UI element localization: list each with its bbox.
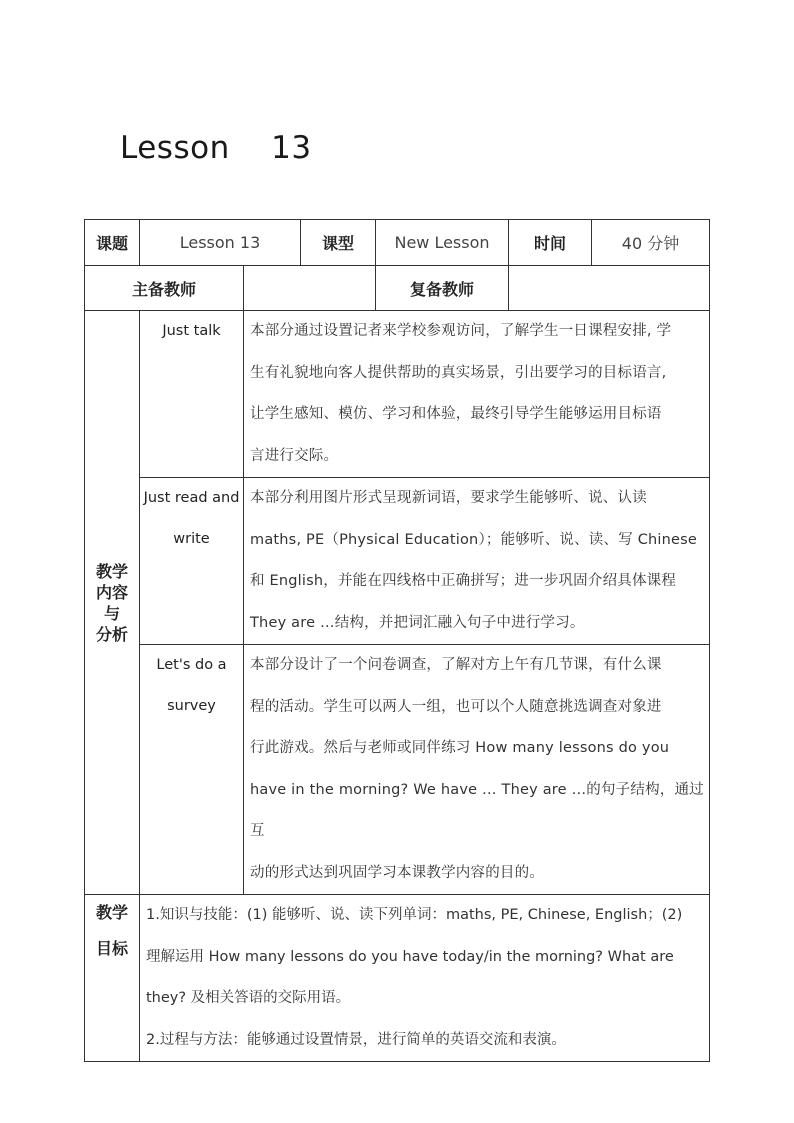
time-label: 时间 <box>509 220 592 266</box>
text-line: 程的活动。学生可以两人一组，也可以个人随意挑选调查对象进 <box>250 698 662 715</box>
text-line: They are …结构，并把词汇融入句子中进行学习。 <box>250 614 585 631</box>
text-line: 和 English，并能在四线格中正确拼写；进一步巩固介绍具体课程 <box>250 573 677 589</box>
lesson-plan-table <box>84 219 710 1062</box>
text-line: have in the morning? We have … They are …的句子结构，通过互 <box>250 781 704 839</box>
text-line: 行此游戏。然后与老师或同伴练习 How many lessons do you <box>250 740 670 756</box>
analysis-label-line: 与 <box>103 603 120 623</box>
analysis-row-read-write <box>85 478 710 645</box>
section-name-line: write <box>173 531 210 547</box>
review-teacher-label: 复备教师 <box>376 266 509 311</box>
section-name-line: Just talk <box>162 323 221 339</box>
text-line: 2.过程与方法：能够通过设置情景，进行简单的英语交流和表演。 <box>146 1031 566 1048</box>
type-label: 课型 <box>301 220 376 266</box>
review-teacher-value <box>509 266 710 311</box>
section-text-read-write <box>244 478 710 645</box>
text-line: 本部分设计了一个问卷调查，了解对方上午有几节课，有什么课 <box>250 657 662 673</box>
teacher-row <box>85 266 710 311</box>
type-value: New Lesson <box>376 220 509 266</box>
section-name-line: Let's do a <box>156 657 227 673</box>
text-line: 本部分通过设置记者来学校参观访问，了解学生一日课程安排, 学 <box>250 323 672 339</box>
analysis-label-line: 分析 <box>95 624 128 644</box>
topic-label: 课题 <box>85 220 140 266</box>
section-name-read-write <box>140 478 244 645</box>
analysis-label-line: 内容 <box>95 582 128 602</box>
analysis-row-survey <box>85 645 710 895</box>
text-line: 1.知识与技能：(1) 能够听、说、读下列单词：maths, PE, Chinese, English；(2) <box>146 907 683 923</box>
page-title: Lesson 13 <box>120 130 312 166</box>
text-line: 动的形式达到巩固学习本课教学内容的目的。 <box>250 864 544 881</box>
topic-value: Lesson 13 <box>140 220 301 266</box>
section-text-survey <box>244 645 710 895</box>
analysis-row-just-talk <box>85 311 710 478</box>
goals-label-line: 教学 <box>95 903 128 922</box>
analysis-label-line: 教学 <box>95 561 128 581</box>
section-name-line: Just read and <box>143 490 240 506</box>
goals-label-line: 目标 <box>95 939 128 958</box>
main-teacher-value <box>244 266 376 311</box>
main-teacher-label: 主备教师 <box>85 266 244 311</box>
section-name-survey <box>140 645 244 895</box>
goals-label <box>85 895 140 1062</box>
goals-text <box>140 895 710 1062</box>
text-line: 言进行交际。 <box>250 447 339 464</box>
text-line: maths, PE（Physical Education）；能够听、说、读、写 Chinese <box>250 531 698 548</box>
text-line: 让学生感知、模仿、学习和体验，最终引导学生能够运用目标语 <box>250 406 662 422</box>
text-line: they? 及相关答语的交际用语。 <box>146 990 351 1006</box>
section-name-just-talk <box>140 311 244 478</box>
section-text-just-talk <box>244 311 710 478</box>
text-line: 理解运用 How many lessons do you have today/in the morning? What are <box>146 948 674 965</box>
text-line: 本部分利用图片形式呈现新词语，要求学生能够听、说、认读 <box>250 490 647 506</box>
header-row <box>85 220 710 266</box>
text-line: 生有礼貌地向客人提供帮助的真实场景，引出要学习的目标语言, <box>250 364 667 381</box>
time-value: 40 分钟 <box>592 220 710 266</box>
goals-row <box>85 895 710 1062</box>
analysis-label <box>85 311 140 895</box>
section-name-line: survey <box>167 698 216 714</box>
